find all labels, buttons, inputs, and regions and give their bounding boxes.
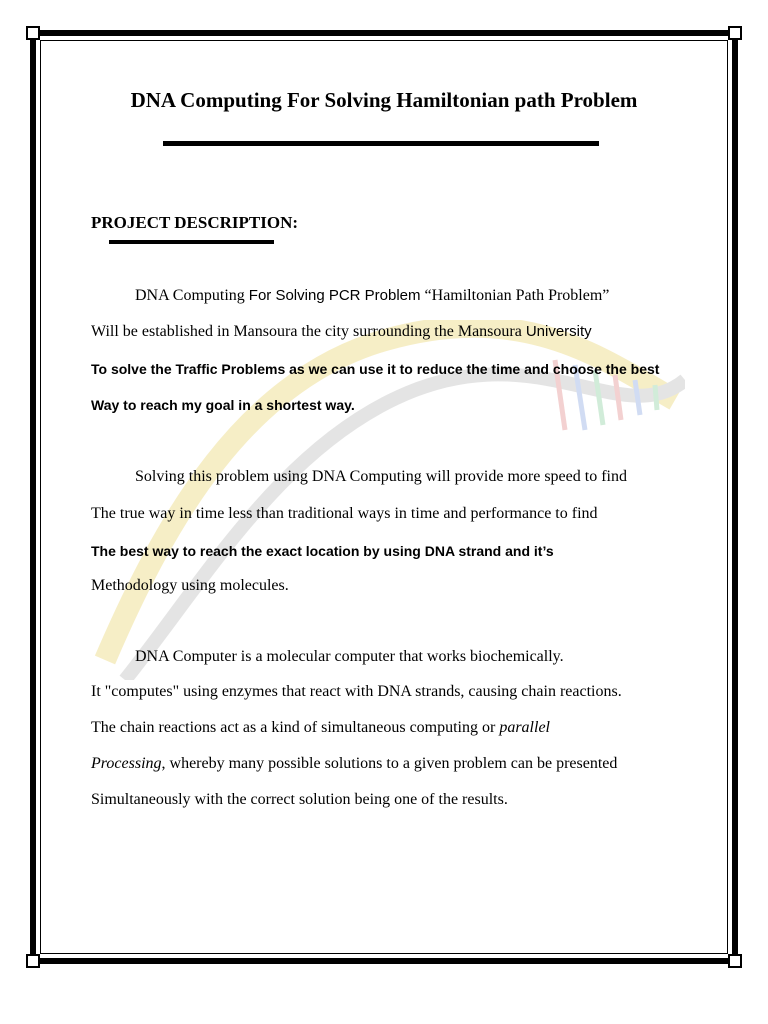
p1-line-4: Way to reach my goal in a shortest way. [91,397,355,413]
heading-underline [109,240,274,244]
p2-line-2: The true way in time less than traditional ways in time and performance to find [91,505,598,522]
border-corner-bottom-left [26,954,40,968]
p3-line-3 [91,719,550,737]
p1-line-3: To solve the Traffic Problems as we can use it to reduce the time and choose the best [91,361,660,377]
p1-text: “Hamiltonian [420,287,512,304]
p2-line-1: Solving this problem using DNA Computing will provide more speed to find [135,468,627,485]
border-corner-top-right [728,26,742,40]
p1-text-emph: University [525,323,592,340]
border-corner-top-left [26,26,40,40]
p1-line-1 [91,287,609,305]
p3-text: , whereby many possible solutions to a given problem can be presented [161,755,618,772]
page-title: DNA Computing For Solving Hamiltonian path Problem [130,88,638,112]
p1-line-2 [91,323,592,341]
title-underline [163,141,599,146]
p3-line-1: DNA Computer is a molecular computer that works biochemically. [135,648,564,665]
p3-line-2: It "computes" using enzymes that react with DNA strands, causing chain reactions. [91,683,622,700]
p3-text-italic: Processing [91,755,162,772]
border-corner-bottom-right [728,954,742,968]
p1-text: Path Problem” [511,287,610,304]
p2-line-3: The best way to reach the exact location by using DNA strand and it’s [91,543,554,559]
section-heading: PROJECT DESCRIPTION: [91,213,299,232]
p1-text: Will be established in Mansoura the city surrounding the Mansoura [91,323,526,340]
p3-line-4 [91,755,617,773]
p3-line-5: Simultaneously with the correct solution being one of the results. [91,791,508,808]
p3-text-italic: parallel [499,719,550,736]
p2-line-4: Methodology using molecules. [91,577,289,594]
p3-text: The chain reactions act as a kind of simultaneous computing or [91,719,500,736]
p1-text: DNA Computing [135,287,249,304]
p1-text-emph: For Solving PCR Problem [248,287,421,304]
